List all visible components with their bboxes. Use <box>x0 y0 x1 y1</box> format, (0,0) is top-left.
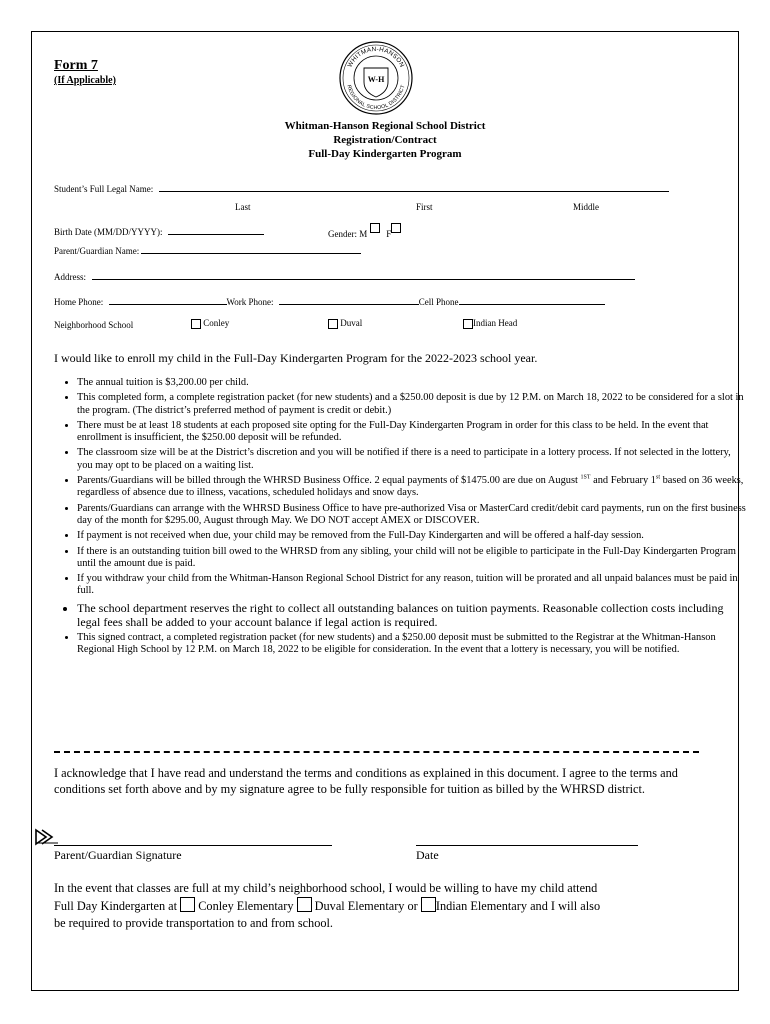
term-item: • Parents/Guardians can arrange with the WHRSD Business Office to have pre-authorized Visa or MasterCard credit/debit card payments, run on the first business day of the month for $295.00, August through May. We DO NOT accept AMEX or DISCOVER. <box>77 503 747 528</box>
svg-text:WHITMAN-HANSON <box>347 46 406 69</box>
alt-conley-checkbox[interactable] <box>180 897 195 912</box>
term-item: • There must be at least 18 students at each proposed site opting for the Full-Day Kindergarten Program in order for this class to be held. In the event that enrollment is insufficient, the $250.00 deposit will be refunded. <box>77 420 747 445</box>
parent-signature-field[interactable] <box>54 845 332 846</box>
birth-date-field[interactable] <box>168 225 264 235</box>
form-title: Form 7 <box>54 58 98 73</box>
student-name-field[interactable] <box>159 182 669 192</box>
term-item: • The school department reserves the right to collect all outstanding balances on tuition payments. Reasonable collection costs including legal fees shall be added to your account balance if legal action is required. <box>77 601 747 629</box>
alt-duval-checkbox[interactable] <box>297 897 312 912</box>
district-seal-logo <box>338 40 414 116</box>
alternate-prefix: Full Day Kindergarten at <box>54 899 181 913</box>
sign-here-arrow-icon <box>34 828 60 846</box>
acknowledgement-text: I acknowledge that I have read and understand the terms and conditions as explained in this document. I agree to the terms and conditions set forth above and by my signature agree to be fully responsible for tuition as billed by the WHRSD district. <box>54 766 678 796</box>
parent-name-field[interactable] <box>141 244 361 254</box>
gender-row <box>328 223 401 239</box>
indian-head-checkbox[interactable] <box>463 319 473 329</box>
alt-indian-checkbox[interactable] <box>421 897 436 912</box>
alternate-line-2 <box>54 897 709 915</box>
parent-name-row <box>54 244 361 256</box>
program-name: Full-Day Kindergarten Program <box>308 148 462 160</box>
student-name-row <box>54 182 669 194</box>
enrollment-statement: I would like to enroll my child in the Full-Day Kindergarten Program for the 2022-2023 school year. <box>54 351 538 365</box>
alternate-line-1: In the event that classes are full at my child’s neighborhood school, I would be willing to have my child attend <box>54 881 598 895</box>
term-item: • The annual tuition is $3,200.00 per child. <box>77 377 747 389</box>
alternate-school-paragraph <box>54 880 709 932</box>
birth-date-label: Birth Date (MM/DD/YYYY): <box>54 227 163 237</box>
term-item: • If there is an outstanding tuition bill owed to the WHRSD from any sibling, your child will not be eligible to participate in the Full-Day Kindergarten Program until the amount due is paid. <box>77 546 747 571</box>
alt-conley-label: Conley Elementary <box>195 899 297 913</box>
neighborhood-school-label: Neighborhood School <box>54 320 134 330</box>
cell-phone-field[interactable] <box>459 295 605 305</box>
student-name-label: Student’s Full Legal Name: <box>54 184 154 194</box>
district-name: Whitman-Hanson Regional School District <box>284 120 486 132</box>
indian-head-label: Indian Head <box>473 318 518 328</box>
address-field[interactable] <box>92 270 635 280</box>
home-phone-field[interactable] <box>109 295 227 305</box>
billing-sup-1: 1ST <box>580 474 591 481</box>
cell-phone-label: Cell Phone <box>418 297 459 307</box>
gender-f-label: F <box>386 229 392 239</box>
work-phone-field[interactable] <box>279 295 419 305</box>
gender-m-checkbox[interactable] <box>370 223 380 233</box>
cut-line-divider <box>54 751 699 753</box>
parent-name-label: Parent/Guardian Name: <box>54 246 140 256</box>
form-subtitle: (If Applicable) <box>54 75 116 86</box>
form-page <box>31 31 746 991</box>
middle-name-label: Middle <box>573 202 599 212</box>
term-item: • The classroom size will be at the District’s discretion and you will be notified if there is a need to participate in a lottery process. If not selected in the lottery, you may opt to be placed on a waiting list. <box>77 447 747 472</box>
phone-row <box>54 295 605 307</box>
last-name-label: Last <box>235 202 251 212</box>
work-phone-label: Work Phone: <box>226 297 274 307</box>
billing-text-3: based on 36 weeks, regardless of absence due to illness, vacations, scheduled holidays and snow days. <box>77 475 744 499</box>
term-item: • If you withdraw your child from the Whitman-Hanson Regional School District for any reason, tuition will be prorated and all unpaid balances must be paid in full. <box>77 573 747 598</box>
seal-center-text: W-H <box>367 75 385 84</box>
date-field[interactable] <box>416 845 638 846</box>
term-item: • If payment is not received when due, your child may be removed from the Full-Day Kindergarten and will be offered a half-day session. <box>77 530 747 542</box>
terms-list <box>54 377 747 659</box>
conley-label: Conley <box>203 318 230 328</box>
address-label: Address: <box>54 272 86 282</box>
address-row <box>54 270 635 282</box>
home-phone-label: Home Phone: <box>54 297 104 307</box>
duval-label: Duval <box>340 318 363 328</box>
billing-text-1: Parents/Guardians will be billed through the WHRSD Business Office. 2 equal payments of $1475.00 are due on August <box>77 475 581 487</box>
date-label: Date <box>416 848 439 862</box>
birth-date-row <box>54 225 264 237</box>
gender-m-label: M <box>359 229 368 239</box>
term-item-billing <box>77 475 747 500</box>
gender-f-checkbox[interactable] <box>391 223 401 233</box>
alt-duval-label: Duval Elementary or <box>311 899 421 913</box>
conley-checkbox[interactable] <box>191 319 201 329</box>
duval-checkbox[interactable] <box>328 319 338 329</box>
parent-signature-label: Parent/Guardian Signature <box>54 848 182 862</box>
seal-bottom-text: REGIONAL SCHOOL DISTRICT <box>345 84 407 112</box>
alt-indian-label: Indian Elementary and I will also <box>435 899 601 913</box>
seal-top-text: WHITMAN-HANSON <box>346 45 406 69</box>
billing-text-2: and February 1 <box>590 475 656 487</box>
term-item: • This signed contract, a completed registration packet (for new students) and a $250.00 deposit must be submitted to the Registrar at the Whitman-Hanson Regional High School by 12 P.M. on March 18, 2022 to be eligible for consideration. In the event that a lottery is necessary, you will be notified. <box>77 632 747 657</box>
billing-sup-2: st <box>656 474 661 481</box>
alternate-line-3: be required to provide transportation to and from school. <box>54 916 333 930</box>
gender-label: Gender: <box>328 229 357 239</box>
school-option-indian-head[interactable] <box>463 318 517 329</box>
school-option-duval[interactable] <box>328 318 362 329</box>
term-item: • This completed form, a complete registration packet (for new students) and a $250.00 deposit is due by 12 P.M. on March 18, 2022 to be considered for a slot in the program. (The district’s preferred method of payment is credit or debit.) <box>77 392 747 417</box>
school-option-conley[interactable] <box>191 318 229 329</box>
first-name-label: First <box>416 202 433 212</box>
form-type: Registration/Contract <box>333 134 437 146</box>
